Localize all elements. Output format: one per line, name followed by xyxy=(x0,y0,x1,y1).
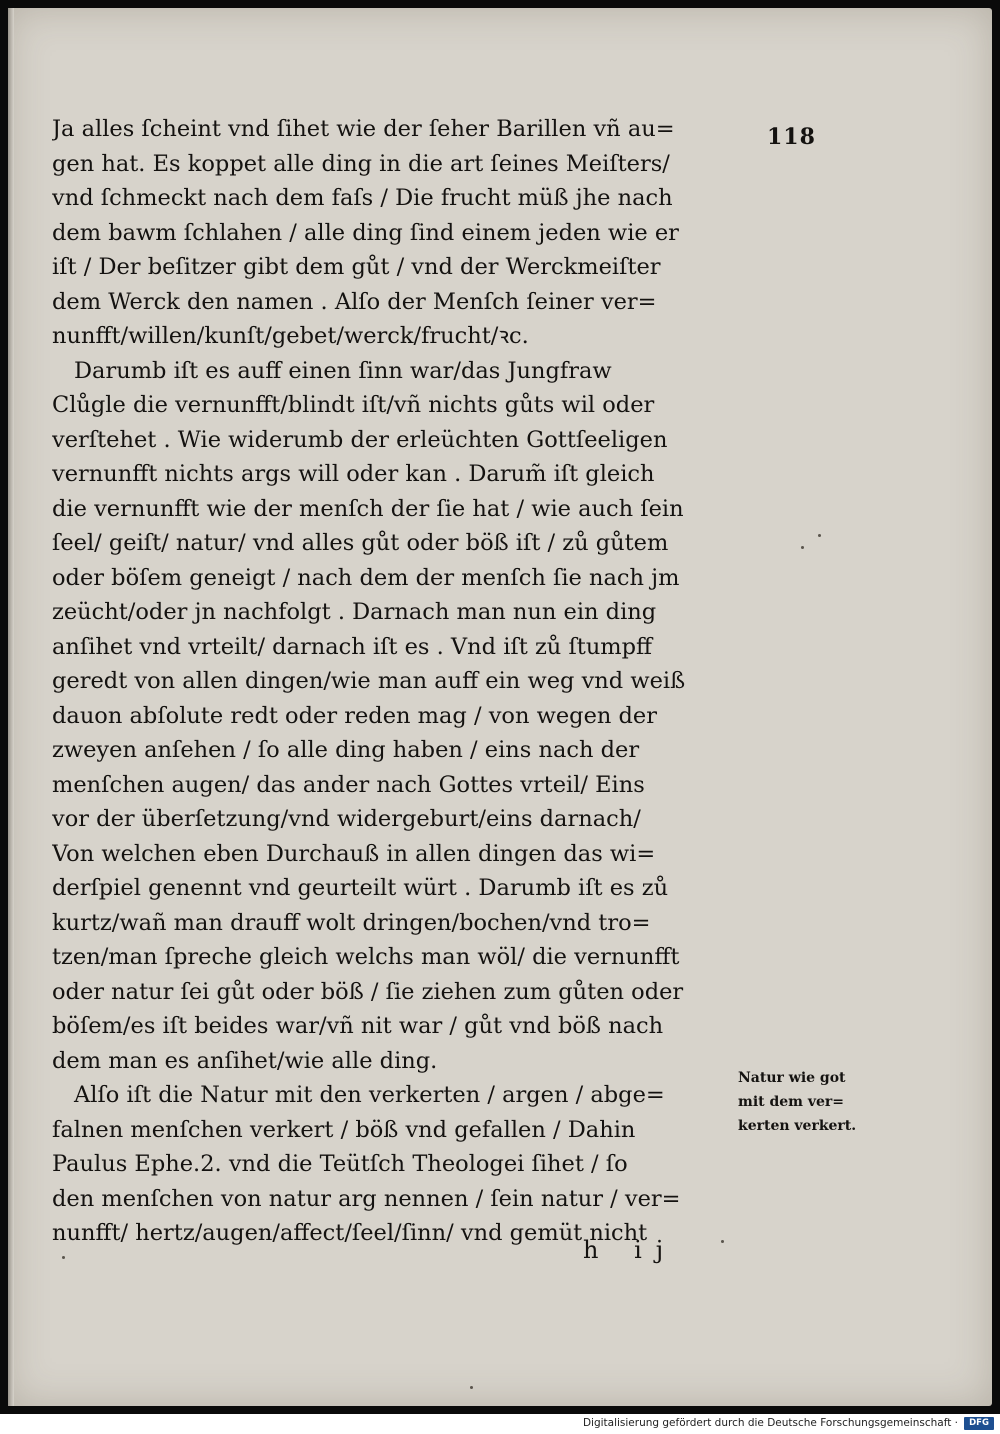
text-line: ſeel/ geiſt/ natur/ vnd alles gůt oder böß iſt / zů gůtem xyxy=(52,530,669,556)
folio-number: 118 xyxy=(767,124,816,150)
marginal-note-line: kerten verkert. xyxy=(738,1118,857,1134)
text-line: oder natur ſei gůt oder böß / ſie ziehen zum gůten oder xyxy=(52,978,684,1005)
text-line: derſpiel genennt vnd geurteilt würt . Darumb iſt es zů xyxy=(52,875,669,901)
marginal-note-line: Natur wie got xyxy=(738,1070,846,1086)
text-line: geredt von allen dingen/wie man auff ein weg vnd weiß xyxy=(52,668,686,694)
text-line: dem bawm ſchlahen / alle ding ſind einem jeden wie er xyxy=(52,219,679,246)
print-speck xyxy=(801,546,804,549)
text-line: kurtz/wañ man drauff wolt dringen/bochen/vnd tro= xyxy=(52,909,651,936)
text-line: dem Werck den namen . Alſo der Menſch ſeiner ver= xyxy=(52,288,657,315)
text-line: dauon abſolute redt oder reden mag / von wegen der xyxy=(52,702,658,729)
signature-mark: h ij xyxy=(583,1236,678,1264)
text-line: vor der überſetzung/vnd widergeburt/eins darnach/ xyxy=(52,806,641,832)
text-line: gen hat. Es koppet alle ding in die art ſeines Meiſters/ xyxy=(52,150,670,177)
marginal-note-line: mit dem ver= xyxy=(738,1094,845,1110)
page-edge xyxy=(8,8,14,1406)
text-line: iſt / Der beſitzer gibt dem gůt / vnd der Werckmeiſter xyxy=(52,254,661,280)
text-line: verſtehet . Wie widerumb der erleüchten Gottſeeligen xyxy=(52,426,668,453)
text-line: Alſo iſt die Natur mit den verkerten / argen / abge= xyxy=(74,1082,665,1108)
print-speck xyxy=(721,1240,724,1243)
text-line: oder böſem geneigt / nach dem der menſch ſie nach jm xyxy=(52,564,680,591)
text-line: Von welchen eben Durchauß in allen dingen das wi= xyxy=(52,840,656,867)
text-line: nunfft/ hertz/augen/affect/ſeel/ſinn/ vnd gemüt nicht xyxy=(52,1220,648,1246)
funding-credit: Digitalisierung gefördert durch die Deutsche Forschungsgemeinschaft · xyxy=(582,1417,958,1429)
text-line: zweyen anſehen / ſo alle ding haben / eins nach der xyxy=(52,737,640,763)
text-line: vernunfft nichts args will oder kan . Darum̃ iſt gleich xyxy=(52,461,655,487)
text-line: menſchen augen/ das ander nach Gottes vrteil/ Eins xyxy=(52,771,645,798)
print-speck xyxy=(470,1386,473,1389)
marginal-note xyxy=(738,1066,938,1138)
text-line: den menſchen von natur arg nennen / ſein natur / ver= xyxy=(52,1185,681,1212)
text-line: dem man es anſihet/wie alle ding. xyxy=(52,1047,438,1074)
text-line: anſihet vnd vrteilt/ darnach iſt es . Vnd iſt zů ſtumpff xyxy=(52,633,653,660)
main-text-block xyxy=(52,112,742,1251)
dfg-logo: DFG xyxy=(964,1417,994,1430)
text-line: böſem/es iſt beides war/vñ nit war / gůt vnd böß nach xyxy=(52,1013,664,1039)
print-speck xyxy=(818,534,821,537)
text-line: Darumb iſt es auff einen ſinn war/das Jungfraw xyxy=(74,357,612,384)
text-line: falnen menſchen verkert / böß vnd gefallen / Dahin xyxy=(52,1116,636,1143)
text-line: die vernunfft wie der menſch der ſie hat / wie auch ſein xyxy=(52,495,684,522)
text-line: tzen/man ſpreche gleich welchs man wöl/ die vernunfft xyxy=(52,944,680,970)
text-line: Ja alles ſcheint vnd ſihet wie der ſeher Barillen vñ au= xyxy=(52,116,675,142)
print-speck xyxy=(62,1256,65,1259)
text-line: nunfft/willen/kunſt/gebet/werck/frucht/ꝛc. xyxy=(52,323,529,349)
footer-bar xyxy=(0,1414,1000,1434)
text-line: Paulus Ephe.2. vnd die Teütſch Theologei ſihet / ſo xyxy=(52,1151,628,1177)
text-line: vnd ſchmeckt nach dem faſs / Die frucht müß jhe nach xyxy=(52,185,673,211)
text-line: Clůgle die vernunfft/blindt iſt/vñ nichts gůts wil oder xyxy=(52,392,655,418)
text-line: zeücht/oder jn nachfolgt . Darnach man nun ein ding xyxy=(52,599,657,625)
